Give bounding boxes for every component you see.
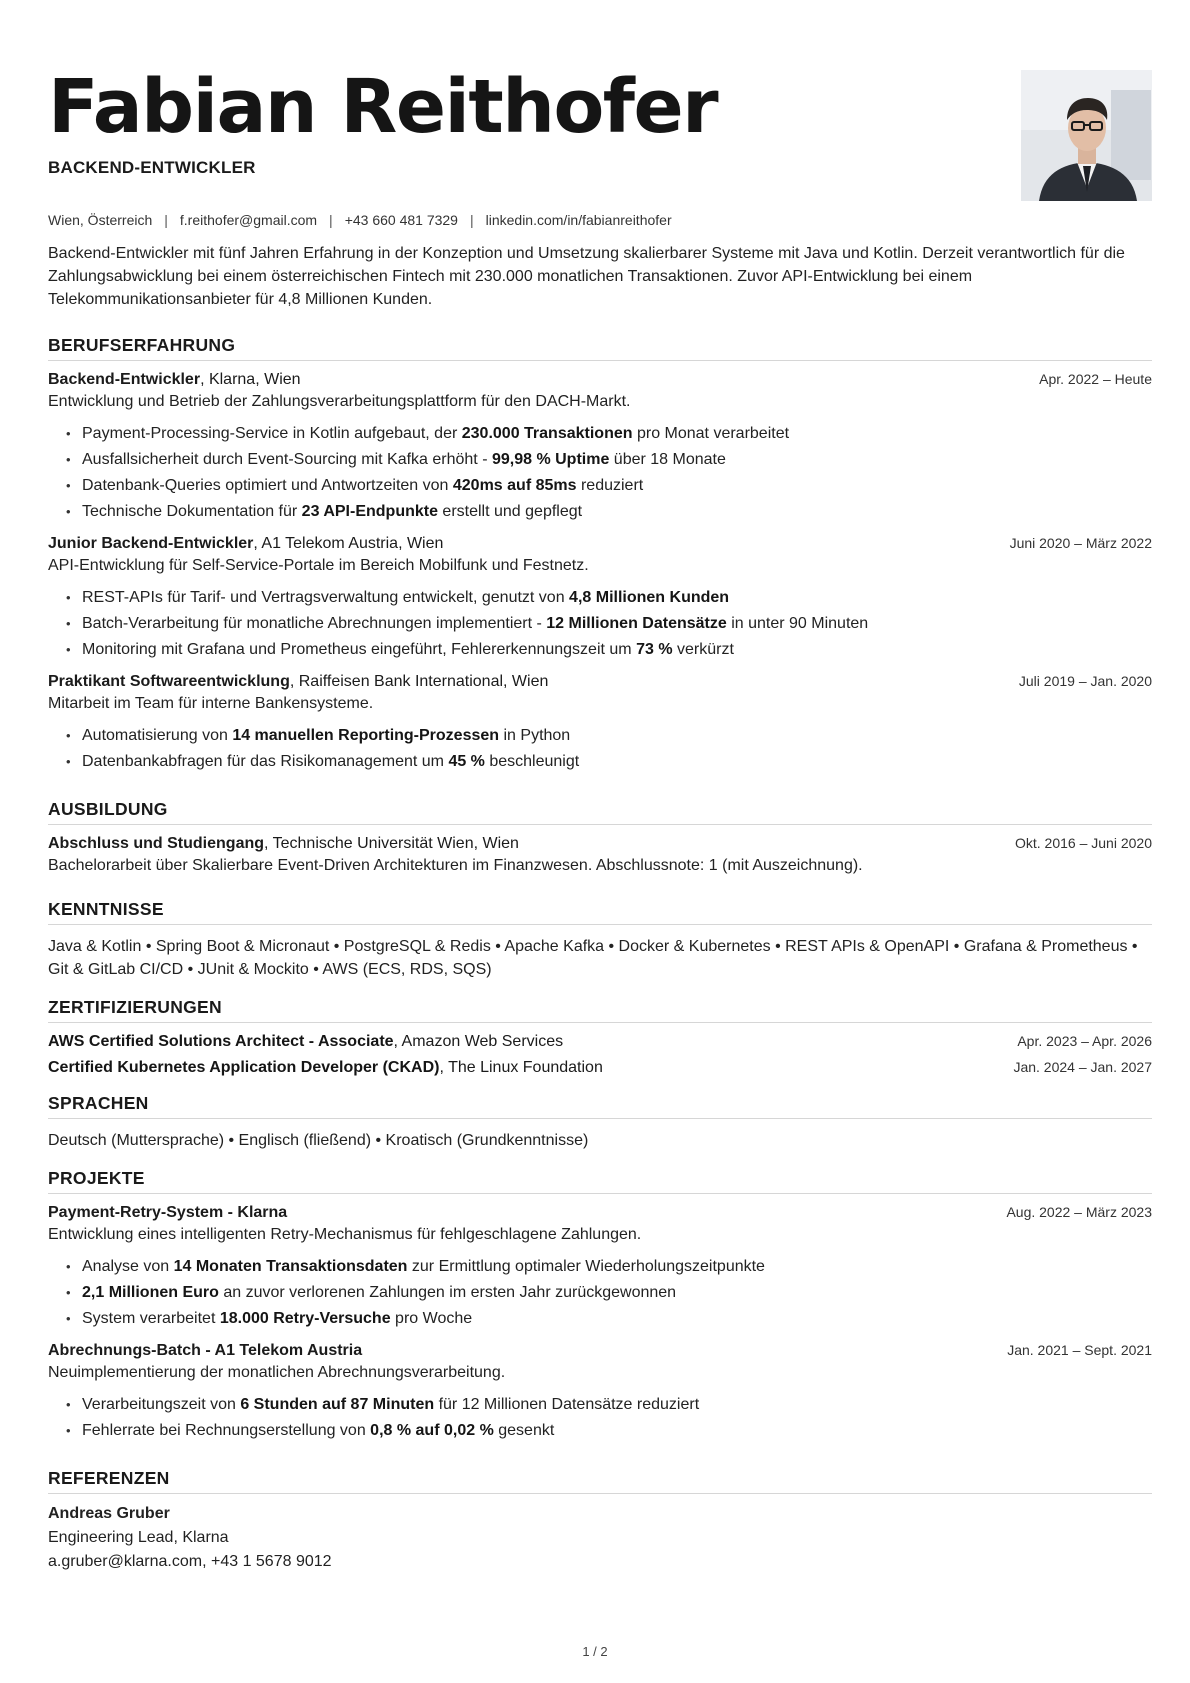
project-dates: Jan. 2021 – Sept. 2021 — [1007, 1342, 1152, 1358]
section-title: PROJEKTE — [48, 1168, 1152, 1194]
job-employer: , Klarna, Wien — [200, 371, 301, 388]
certification-dates: Apr. 2023 – Apr. 2026 — [1017, 1033, 1152, 1049]
profile-photo-image — [1021, 70, 1152, 201]
skills-list: Java & Kotlin • Spring Boot & Micronaut • PostgreSQL & Redis • Apache Kafka • Docker & Kubernetes • REST APIs & OpenAPI • Grafana & Prometheus • Git & GitLab CI/CD • JUnit & Mockito • AWS (ECS, RDS, SQS) — [48, 938, 1138, 978]
section-title: REFERENZEN — [48, 1468, 1152, 1494]
project-entry — [48, 1204, 1152, 1332]
job-dates: Juli 2019 – Jan. 2020 — [1018, 673, 1152, 689]
section-title: SPRACHEN — [48, 1093, 1152, 1119]
achievement-list — [48, 421, 1152, 525]
achievement-item: • 2,1 Millionen Euro an zuvor verlorenen Zahlungen im ersten Jahr zurückgewonnen — [82, 1280, 1152, 1306]
education-entry — [48, 835, 1152, 875]
certifications-section — [48, 997, 1152, 1077]
achievement-item: • Datenbank-Queries optimiert und Antwortzeiten von 420ms auf 85ms reduziert — [82, 473, 1152, 499]
achievement-item: • Monitoring mit Grafana und Prometheus eingeführt, Fehlererkennungszeit um 73 % verkürzt — [82, 637, 1152, 663]
references-section — [48, 1468, 1152, 1574]
job-title: Praktikant Softwareentwicklung — [48, 673, 290, 690]
contact-line — [48, 212, 1152, 228]
job-dates: Apr. 2022 – Heute — [1039, 371, 1152, 387]
experience-entry — [48, 535, 1152, 663]
section-title: BERUFSERFAHRUNG — [48, 335, 1152, 361]
page-number: 1 / 2 — [582, 1644, 608, 1659]
achievement-item: • Batch-Verarbeitung für monatliche Abrechnungen implementiert - 12 Millionen Datensätze in unter 90 Minuten — [82, 611, 1152, 637]
achievement-item: • System verarbeitet 18.000 Retry-Versuche pro Woche — [82, 1306, 1152, 1332]
languages-list: Deutsch (Muttersprache) • Englisch (fließend) • Kroatisch (Grundkenntnisse) — [48, 1132, 589, 1149]
experience-section — [48, 335, 1152, 775]
education-description: Bachelorarbeit über Skalierbare Event-Driven Architekturen im Finanzwesen. Abschlussnote: 1 (mit Auszeichnung). — [48, 857, 863, 874]
achievement-list — [48, 1254, 1152, 1332]
candidate-name: Fabian Reithofer — [48, 64, 718, 150]
degree-title: Abschluss und Studiengang — [48, 835, 265, 852]
certification-item — [48, 1033, 1152, 1051]
certification-name: Certified Kubernetes Application Developer (CKAD) — [48, 1059, 440, 1076]
job-description: Entwicklung und Betrieb der Zahlungsverarbeitungsplattform für den DACH-Markt. — [48, 393, 631, 410]
certification-issuer: , The Linux Foundation — [439, 1059, 603, 1076]
job-description: Mitarbeit im Team für interne Bankensysteme. — [48, 695, 374, 712]
certification-name: AWS Certified Solutions Architect - Associate — [48, 1033, 394, 1050]
education-dates: Okt. 2016 – Juni 2020 — [1015, 835, 1152, 851]
experience-entry — [48, 371, 1152, 525]
resume-header — [48, 64, 1152, 208]
reference-position: Engineering Lead, Klarna — [48, 1529, 229, 1546]
profile-summary: Backend-Entwickler mit fünf Jahren Erfahrung in der Konzeption und Umsetzung skalierbarer Systeme mit Java und Kotlin. Derzeit verantwortlich für die Zahlungsabwicklung bei einem österreichischen Fintech mit 230.000 monatlichen Transaktionen. Zuvor API-Entwicklung bei einem Telekommunikationsanbieter für 4,8 Millionen Kunden. — [48, 245, 1125, 308]
project-name: Abrechnungs-Batch - A1 Telekom Austria — [48, 1342, 363, 1359]
contact-separator: | — [469, 212, 474, 228]
contact-separator: | — [329, 212, 333, 228]
experience-entry — [48, 673, 1152, 775]
job-employer: , A1 Telekom Austria, Wien — [253, 535, 444, 552]
certification-item — [48, 1059, 1152, 1077]
job-employer: , Raiffeisen Bank International, Wien — [289, 673, 549, 690]
contact-phone[interactable]: +43 660 481 7329 — [344, 212, 458, 228]
achievement-item: • Payment-Processing-Service in Kotlin aufgebaut, der 230.000 Transaktionen pro Monat verarbeitet — [82, 421, 1152, 447]
skills-section — [48, 899, 1152, 981]
contact-linkedin[interactable]: linkedin.com/in/fabianreithofer — [485, 212, 672, 228]
job-description: API-Entwicklung für Self-Service-Portale im Bereich Mobilfunk und Festnetz. — [48, 557, 589, 574]
institution: , Technische Universität Wien, Wien — [264, 835, 519, 852]
achievement-list — [48, 1392, 1152, 1444]
achievement-list — [48, 723, 1152, 775]
project-dates: Aug. 2022 – März 2023 — [1006, 1204, 1152, 1220]
reference-contact[interactable]: a.gruber@klarna.com, +43 1 5678 9012 — [48, 1553, 332, 1570]
section-title: KENNTNISSE — [48, 899, 1152, 925]
contact-separator: | — [164, 212, 168, 228]
achievement-item: • Automatisierung von 14 manuellen Reporting-Prozessen in Python — [82, 723, 1152, 749]
contact-email[interactable]: f.reithofer@gmail.com — [179, 212, 318, 228]
project-description: Neuimplementierung der monatlichen Abrechnungsverarbeitung. — [48, 1364, 506, 1381]
achievement-item: • Technische Dokumentation für 23 API-Endpunkte erstellt und gepflegt — [82, 499, 1152, 525]
certification-issuer: , Amazon Web Services — [393, 1033, 564, 1050]
profile-photo — [1021, 70, 1152, 201]
education-section — [48, 799, 1152, 875]
contact-location: Wien, Österreich — [48, 212, 153, 228]
candidate-role: BACKEND-ENTWICKLER — [48, 158, 256, 177]
achievement-item: • Datenbankabfragen für das Risikomanagement um 45 % beschleunigt — [82, 749, 1152, 775]
achievement-item: • Analyse von 14 Monaten Transaktionsdaten zur Ermittlung optimaler Wiederholungszeitpunkte — [82, 1254, 1152, 1280]
reference-entry — [48, 1502, 1152, 1574]
projects-section — [48, 1168, 1152, 1444]
job-title: Junior Backend-Entwickler — [48, 535, 254, 552]
section-title: AUSBILDUNG — [48, 799, 1152, 825]
achievement-item: • Ausfallsicherheit durch Event-Sourcing mit Kafka erhöht - 99,98 % Uptime über 18 Monate — [82, 447, 1152, 473]
languages-section — [48, 1093, 1152, 1152]
reference-name: Andreas Gruber — [48, 1505, 170, 1522]
achievement-item: • Verarbeitungszeit von 6 Stunden auf 87 Minuten für 12 Millionen Datensätze reduziert — [82, 1392, 1152, 1418]
achievement-item: • Fehlerrate bei Rechnungserstellung von 0,8 % auf 0,02 % gesenkt — [82, 1418, 1152, 1444]
achievement-item: • REST-APIs für Tarif- und Vertragsverwaltung entwickelt, genutzt von 4,8 Millionen Kunden — [82, 585, 1152, 611]
project-name: Payment-Retry-System - Klarna — [48, 1204, 288, 1221]
project-entry — [48, 1342, 1152, 1444]
project-description: Entwicklung eines intelligenten Retry-Mechanismus für fehlgeschlagene Zahlungen. — [48, 1226, 642, 1243]
job-title: Backend-Entwickler — [48, 371, 201, 388]
certification-dates: Jan. 2024 – Jan. 2027 — [1013, 1059, 1152, 1075]
section-title: ZERTIFIZIERUNGEN — [48, 997, 1152, 1023]
job-dates: Juni 2020 – März 2022 — [1009, 535, 1152, 551]
achievement-list — [48, 585, 1152, 663]
